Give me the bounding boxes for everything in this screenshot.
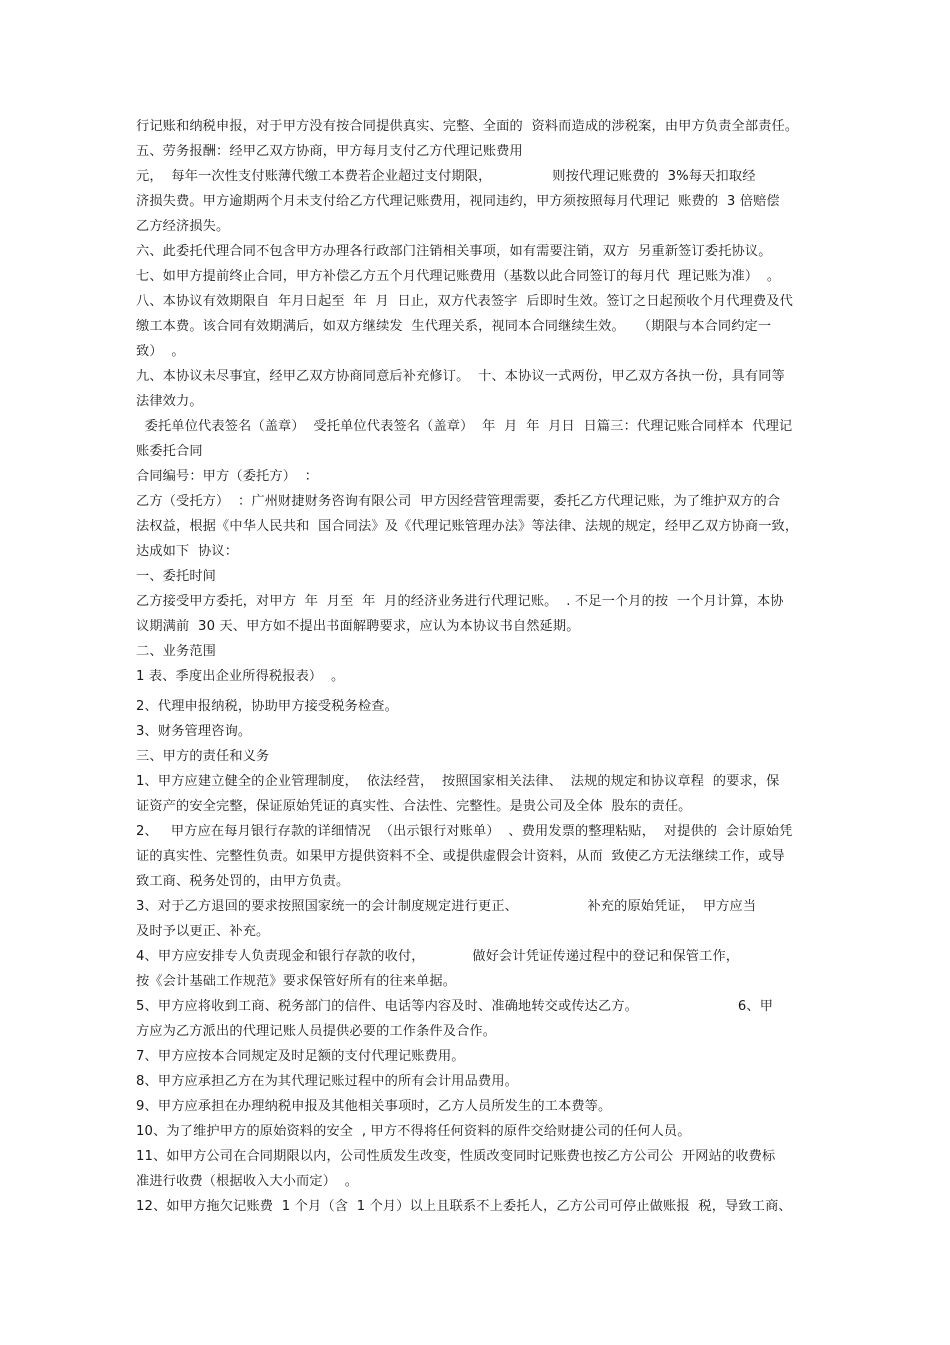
text-line: 委托单位代表签名（盖章） 受托单位代表签名（盖章） 年 月 年 月日 日篇三：代理记账合同样本 代理记 (136, 419, 793, 434)
text-line: 一、委托时间 (136, 569, 217, 584)
text-line: 法权益，根据《中华人民共和 国合同法》及《代理记账管理办法》等法律、法规的规定，经甲乙双方协商一致， (136, 519, 799, 534)
text-line: 按《会计基础工作规范》要求保管好所有的往来单据。 (136, 974, 457, 989)
text-line: 9、甲方应承担在办理纳税申报及其他相关事项时，乙方人员所发生的工本费等。 (136, 1099, 612, 1114)
text-line: 乙方接受甲方委托，对甲方 年 月至 年 月的经济业务进行代理记账。 . 不足一个月的按 一个月计算，本协 (136, 594, 784, 609)
text-line: 达成如下 协议： (136, 544, 239, 559)
text-line: 七、如甲方提前终止合同，甲方补偿乙方五个月代理记账费用（基数以此合同签订的每月代 理记账为准） 。 (136, 269, 781, 284)
text-line: 11、如甲方公司在合同期限以内，公司性质发生改变，性质改变同时记账费也按乙方公司公 开网站的收费标 (136, 1149, 776, 1164)
text-line: 7、甲方应按本合同规定及时足额的支付代理记账费用。 (136, 1049, 465, 1064)
text-line: 缴工本费。该合同有效期满后，如双方继续发 生代理关系，视同本合同继续生效。 （期限与本合同约定一 (136, 319, 772, 334)
text-line: 证的真实性、完整性负责。如果甲方提供资料不全、或提供虚假会计资料，从而 致使乙方无法继续工作，或导 (136, 849, 785, 864)
text-line: 10、为了维护甲方的原始资料的安全 , 甲方不得将任何资料的原件交给财捷公司的任何人员。 (136, 1124, 691, 1139)
text-line: 2、 甲方应在每月银行存款的详细情况 （出示银行对账单） 、费用发票的整理粘贴， 对提供的 会计原始凭 (136, 824, 793, 839)
text-line: 账委托合同 (136, 444, 203, 459)
text-line: 3、对于乙方退回的要求按照国家统一的会计制度规定进行更正、 补充的原始凭证， 甲方应当 (136, 899, 757, 914)
text-line: 三、甲方的责任和义务 (136, 749, 270, 764)
text-line: 合同编号：甲方（委托方） ： (136, 469, 319, 484)
text-line: 二、业务范围 (136, 644, 217, 659)
text-line: 乙方经济损失。 (136, 219, 230, 234)
text-line: 3、财务管理咨询。 (136, 724, 252, 739)
text-line: 证资产的安全完整，保证原始凭证的真实性、合法性、完整性。是贵公司及全体 股东的责任。 (136, 799, 692, 814)
text-line: 2、代理申报纳税，协助甲方接受税务检查。 (136, 699, 398, 714)
text-line: 八、本协议有效期限自 年月日起至 年 月 日止，双方代表签字 后即时生效。签订之日起预收个月代理费及代 (136, 294, 793, 309)
text-line: 乙方（受托方） ：广州财捷财务咨询有限公司 甲方因经营管理需要，委托乙方代理记账，为了维护双方的合 (136, 494, 781, 509)
text-line: 4、甲方应安排专人负责现金和银行存款的收付， 做好会计凭证传递过程中的登记和保管工作， (136, 949, 740, 964)
text-line: 12、如甲方拖欠记账费 1 个月（含 1 个月）以上且联系不上委托人，乙方公司可停止做账报 税，导致工商、 (136, 1199, 792, 1214)
text-line: 行记账和纳税申报，对于甲方没有按合同提供真实、完整、全面的 资料而造成的涉税案，由甲方负责全部责任。 (136, 119, 799, 134)
text-line: 致） 。 (136, 344, 185, 359)
text-line: 法律效力。 (136, 394, 203, 409)
text-line: 议期满前 30 天、甲方如不提出书面解聘要求，应认为本协议书自然延期。 (136, 619, 580, 634)
text-line: 九、本协议未尽事宜，经甲乙双方协商同意后补充修订。 十、本协议一式两份，甲乙双方各执一份，具有同等 (136, 369, 785, 384)
text-line: 5、甲方应将收到工商、税务部门的信件、电话等内容及时、准确地转交或传达乙方。 6、甲 (136, 999, 774, 1014)
text-line: 8、甲方应承担乙方在为其代理记账过程中的所有会计用品费用。 (136, 1074, 518, 1089)
text-line: 六、此委托代理合同不包含甲方办理各行政部门注销相关事项，如有需要注销，双方 另重新签订委托协议。 (136, 244, 772, 259)
text-line: 1、甲方应建立健全的企业管理制度， 依法经营， 按照国家相关法律、 法规的规定和协议章程 的要求，保 (136, 774, 780, 789)
text-line: 元， 每年一次性支付账薄代缴工本费若企业超过支付期限， 则按代理记账费的 3%每天扣取经 (136, 169, 756, 184)
text-line: 方应为乙方派出的代理记账人员提供必要的工作条件及合作。 (136, 1024, 497, 1039)
text-line: 济损失费。甲方逾期两个月未支付给乙方代理记账费用，视同违约，甲方须按照每月代理记 账费的 3 倍赔偿 (136, 194, 780, 209)
text-line: 准进行收费（根据收入大小而定） 。 (136, 1174, 359, 1189)
text-line: 致工商、税务处罚的，由甲方负责。 (136, 874, 350, 889)
text-line: 五、劳务报酬：经甲乙双方协商，甲方每月支付乙方代理记账费用 (136, 144, 523, 159)
text-line: 1 表、季度出企业所得税报表） 。 (136, 669, 345, 684)
text-line: 及时予以更正、补充。 (136, 924, 270, 939)
